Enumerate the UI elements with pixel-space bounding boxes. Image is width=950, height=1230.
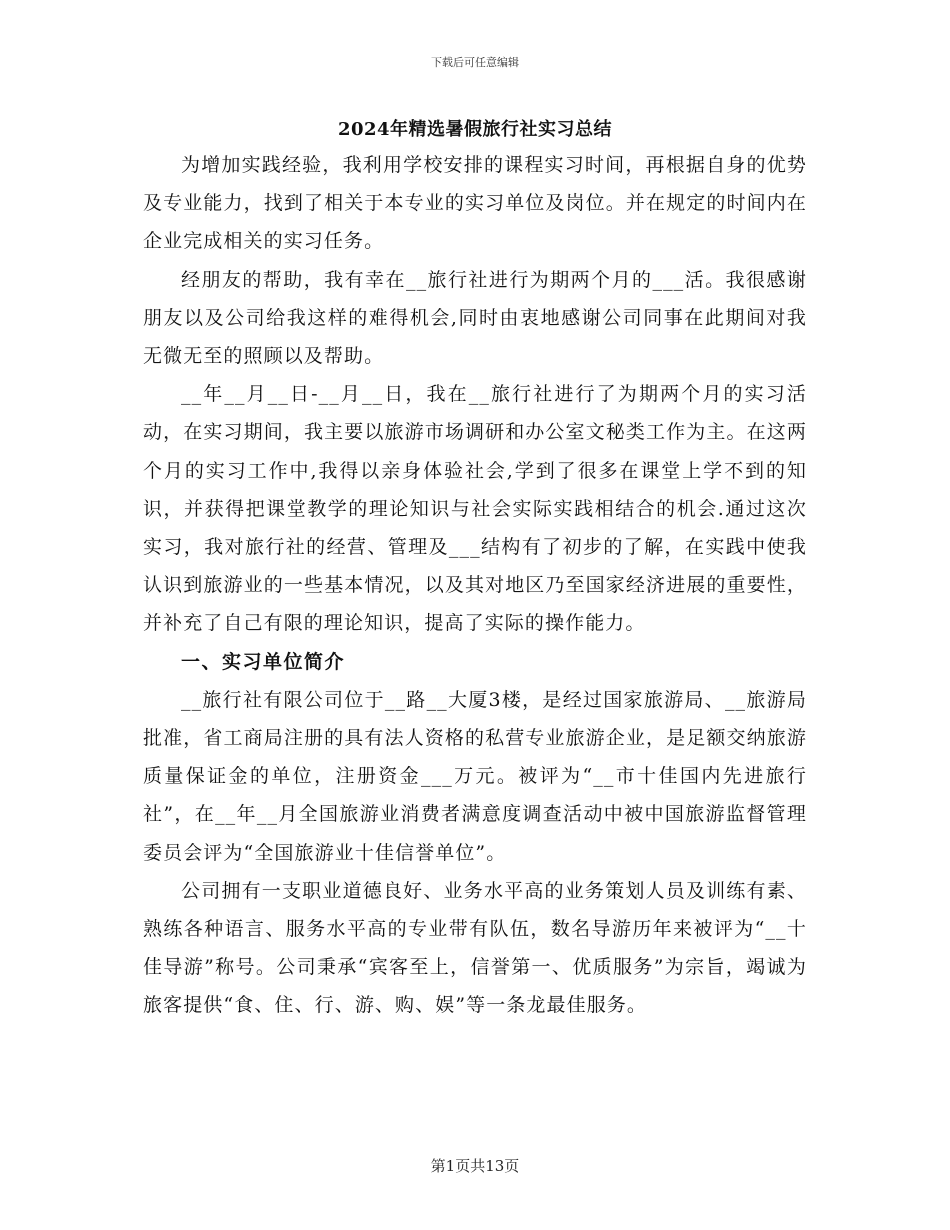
paragraph: 为增加实践经验，我利用学校安排的课程实习时间，再根据自身的优势及专业能力，找到了相关于本专业的实习单位及岗位。并在规定的时间内在企业完成相关的实习任务。 [143, 154, 807, 253]
page-header-note: 下载后可任意编辑 [431, 56, 519, 69]
document-title: 2024年精选暑假旅行社实习总结 [337, 119, 613, 140]
document-body [143, 146, 807, 1025]
paragraph: __年__月__日-__月__日，我在__旅行社进行了为期两个月的实习活动，在实习期间，我主要以旅游市场调研和办公室文秘类工作为主。在这两个月的实习工作中,我得以亲身体验社会,学到了很多在课堂上学不到的知识，并获得把课堂教学的理论知识与社会实际实践相结合的机会.通过这次实习，我对旅行社的经营、管理及___结构有了初步的了解，在实践中使我认识到旅游业的一些基本情况，以及其对地区乃至国家经济进展的重要性，并补充了自己有限的理论知识，提高了实际的操作能力。 [143, 383, 807, 635]
paragraph: 经朋友的帮助，我有幸在__旅行社进行为期两个月的___活。我很感谢朋友以及公司给我这样的难得机会,同时由衷地感谢公司同事在此期间对我无微无至的照顾以及帮助。 [143, 268, 807, 368]
paragraph: __旅行社有限公司位于__路__大厦3楼，是经过国家旅游局、__旅游局批准，省工商局注册的具有法人资格的私营专业旅游企业，是足额交纳旅游质量保证金的单位，注册资金___万元。被评为“__市十佳国内先进旅行社”，在__年__月全国旅游业消费者满意度调查活动中被中国旅游监督管理委员会评为“全国旅游业十佳信誉单位”。 [143, 688, 807, 864]
paragraph: 公司拥有一支职业道德良好、业务水平高的业务策划人员及训练有素、熟练各种语言、服务水平高的专业带有队伍，数名导游历年来被评为“__十佳导游”称号。公司秉承“宾客至上，信誉第一、优质服务”为宗旨，竭诚为旅客提供“食、住、行、游、购、娱”等一条龙最佳服务。 [143, 879, 807, 1017]
page-number: 第1页共13页 [430, 1157, 520, 1175]
section-heading: 一、实习单位简介 [181, 650, 346, 673]
